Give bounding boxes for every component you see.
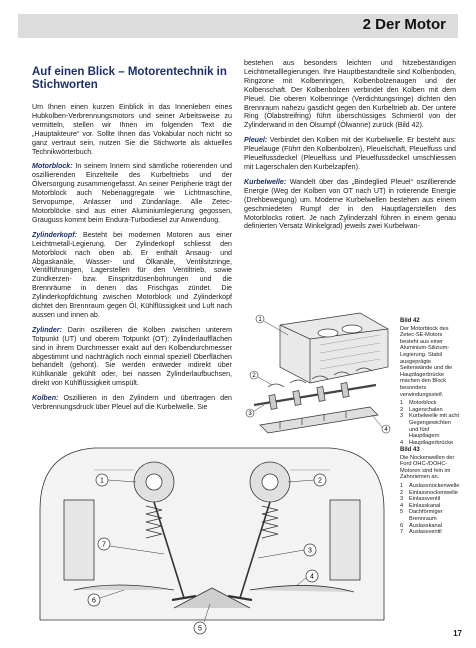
legend-item: 4 Hauptlagerbrücke [400,439,454,446]
kolben-text: Oszillieren in den Zylindern und übertragen den Verbrennungsdruck über Pleuel auf die Kurbelwelle. Sie [32,394,232,412]
motorblock-paragraph [32,162,232,224]
fig43-callout-6: 6 [92,597,96,605]
fig43-callout-4: 4 [310,573,314,581]
motorblock-text: In seinem Innern sind sämtliche rotierenden und oszillierenden Einzelteile des Kurbeltriebs und der Ölversorgung zusammengefasst. An seiner Peripherie trägt der Motorblock auch Nebenaggregate wie Lichtmaschine, Servopumpe, Anlasser und Zündanlage. Alle Zetec-Motorblöcke sind aus einer Aluminiumlegierung gegossen, Grauguss kommt beim Endura-Turbodiesel zur Anwendung. [32,162,232,224]
figure-42-caption [400,318,460,446]
zylinderkopf-text: Besteht bei modernen Motoren aus einer Leichtmetall-Legierung. Der Zylinderkopf schliesst den Motorblock nach oben ab. Er enthält Ansaug- und Abgaskanäle, Wasser- und Ölkanäle, Ventilsitzringe, Ventilführungen, Lagerstellen für den Ventiltrieb, sowie Zündkerzen- bzw. Einspritzdüsenbohrungen und die Brennräume in denen das Frischgas zündet. Die Zylinderkopfdichtung zwischen Motorblock und Zylinderkopf dichtet den Brennraum gegen Öl, Kühlflüssigkeit und Luft nach aussen und innen ab. [32,230,232,319]
figure-42-legend [400,400,460,446]
figure-43-caption-text: Die Nockenwellen der Ford OHC-/DOHC-Motoren sind fein im Zahnriemen an. [400,454,455,481]
intro-paragraph: Um Ihnen einen kurzen Einblick in das Innenleben eines Hubkolben-Verbrennungsmotors und seiner Arbeitsweise zu vermitteln, stellen wir Ihnen im folgenden Text die „Hauptakteure“ vor. Sollte Ihnen das Vokabular noch nicht so ganz vertraut sein, nutzen Sie die Stichworte als aktuelles Technikwörterbuch. [32,103,232,156]
figure-43-legend [400,483,460,536]
fig42-callout-2: 2 [252,373,256,379]
motorblock-term: Motorblock: [32,162,73,171]
fig43-callout-3: 3 [308,547,312,555]
engine-block-illustration [240,305,396,445]
fig43-callout-5: 5 [198,625,202,633]
pleuel-term: Pleuel: [244,136,268,145]
fig42-callout-4: 4 [384,427,388,433]
section-title: Auf einen Blick – Motorentechnik in Stichworten [32,66,227,91]
fig43-callout-1: 1 [100,477,104,485]
legend-item: 3 Kurbelwelle mit acht Gegengewichten und fünf Hauptlagern [400,413,460,440]
kurbelwelle-term: Kurbelwelle: [244,177,287,186]
zylinder-paragraph [32,326,232,388]
left-text-column [32,103,232,418]
legend-item: 6 Auslasskanal [400,522,442,529]
right-text-column [244,59,456,237]
fig43-callout-2: 2 [318,477,322,485]
fig42-callout-3: 3 [248,411,252,417]
zylinderkopf-paragraph [32,231,232,320]
legend-item: 7 Auslassventil [400,529,442,536]
pleuel-paragraph [244,136,456,172]
figure-43-caption [400,447,460,536]
kolben-term: Kolben: [32,394,59,403]
page-number: 17 [453,629,462,638]
legend-item: 2 Einlassnockenwelle [400,489,458,496]
pleuel-text: Verbindet den Kolben mit der Kurbelwelle. Er besteht aus: Pleuelauge (Führt den Kolbenbolzen), Pleuelschaft, Pleuelfuss und Pleuelfussdeckel (Pleuelfuss und Pleuelfussdeckel umschliessen mit Lagerschalen den Kurbelzapfen). [244,136,456,171]
figure-42-caption-text: Der Motorblock des Zetec-SE-Motors besteht aus einer Aluminium-Silizium-Legierung. Stabil ausgeprägte Seitenwände und die Hauptlagerbrücke machen den Block besonders verwindungssteif. [400,325,453,398]
figure-43-caption-title: Bild 43 [400,447,420,453]
legend-item: 3 Einlassventil [400,496,441,503]
fig43-callout-7: 7 [102,541,106,549]
legend-item: 5 Dachförmiger Brennraum [400,509,443,522]
zylinder-text: Darin oszillieren die Kolben zwischen unterem Totpunkt (UT) und oberem Totpunkt (OT): Zylinderlaufflächen sind in ihrem Durchmesser exakt auf den Kolbendurchmesser abgestimmt und nachträglich noch einmal speziell Oberflächen behandelt (gehont). Sie werden entweder indirekt über Kühlkanäle gekühlt oder, bei nassen Zylinderlaufbuchsen, direkt von Kühlflüssigkeit umspült. [32,325,232,388]
chapter-header-bar [18,14,458,38]
cylinder-head-cross-section [34,440,390,636]
fig42-callout-1: 1 [258,317,262,323]
zylinderkopf-term: Zylinderkopf: [32,230,77,239]
legend-item: 2 Lagerschalen [400,406,443,413]
zylinder-term: Zylinder: [32,325,62,334]
legend-item: 1 Motorblock [400,400,437,407]
kurbelwelle-paragraph [244,178,456,231]
kolben-continued-paragraph: bestehen aus besonders leichten und hitzebeständigen Leichtmetalllegierungen. Ihre Hauptbestandteile sind Kolbenboden, Ringzone mit Kolbenringen, Kolbenbolzenaugen und der Kolbenschaft. Der Kolbenbolzen verbindet den Kolben mit dem Pleuel. Die oberen Kolbenringe (Verdichtungsringe) dichten den Brennraum nahezu gasdicht gegen den Kurbeltrieb ab. Der untere Ring (Ölabstreifring) führt überschüssiges Schmieröl von der Zylinderwand in den Ölsumpf (Ölwanne) zurück (Bild 42). [244,59,456,130]
chapter-title: 2 Der Motor [362,16,446,33]
figure-42-caption-title: Bild 42 [400,318,420,324]
legend-item: 1 Auslassnockenwelle [400,482,460,489]
kurbelwelle-text: Wandelt über das „Bindeglied Pleuel“ oszillierende Energie (Weg der Kolben von OT nach UT) in rotierende Energie (Drehbewegung) um. Moderne Kurbelwellen bestehen aus einem geschmiedeten Rumpf der in den Hauptlagerstellen des Motorblocks rotiert. Je nach Zylinderzahl führen in einem genau definierten Versatz Winkelgrad) jeweils zwei Kurbelwan- [244,177,456,231]
legend-item: 4 Einlasskanal [400,502,441,509]
kolben-paragraph [32,394,232,412]
